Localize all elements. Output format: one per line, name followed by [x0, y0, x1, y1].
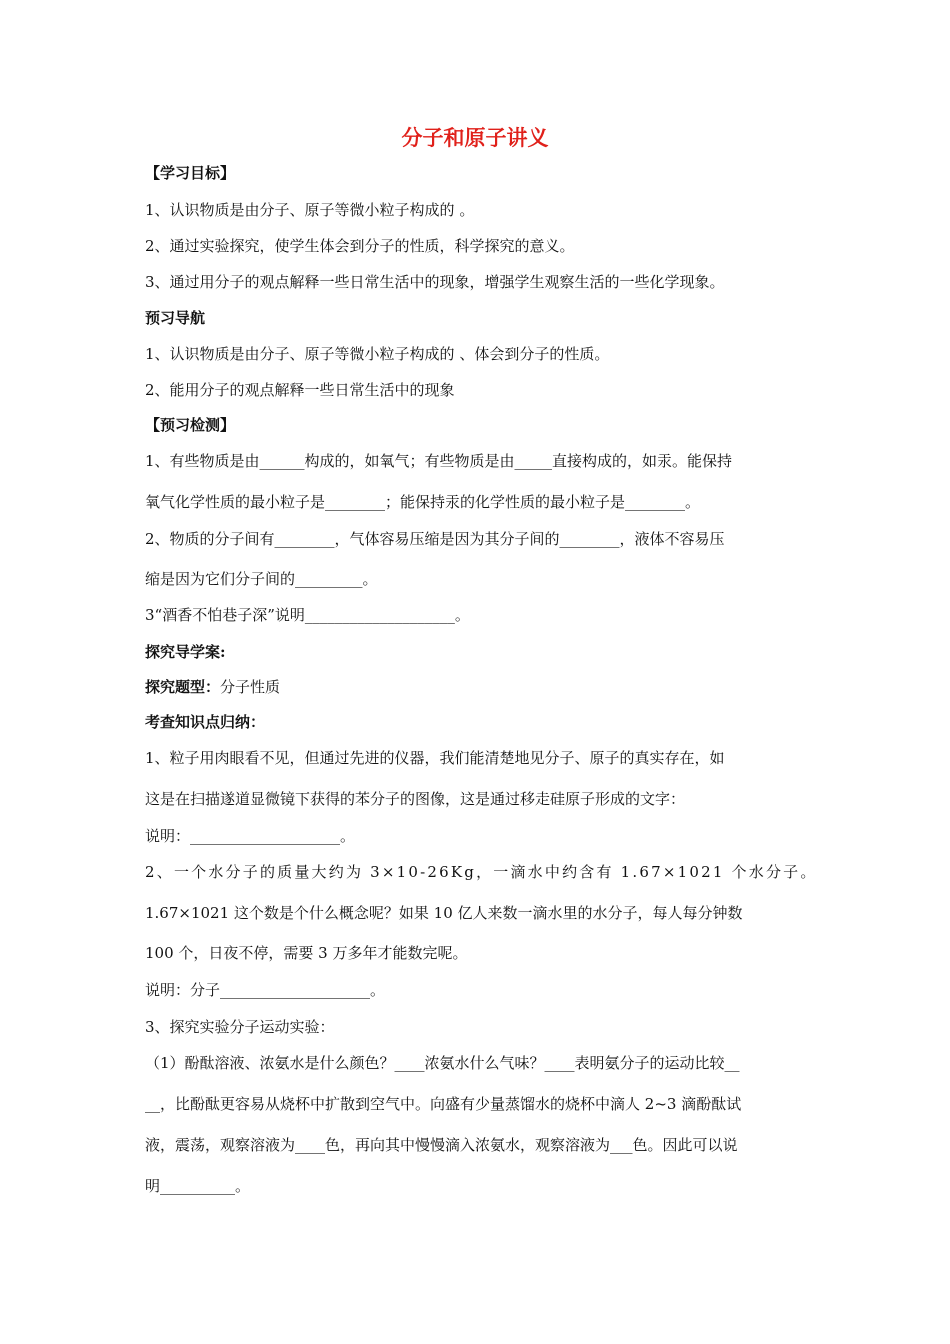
experiment-line-4: 明__________。	[145, 1177, 251, 1195]
inquiry-topic-value: 分子性质	[220, 678, 281, 696]
goal-line-3: 3、通过用分子的观点解释一些日常生活中的现象，增强学生观察生活的一些化学现象。	[145, 273, 725, 291]
check-q1-line-2: 氧气化学性质的最小粒子是________；能保持汞的化学性质的最小粒子是________。	[145, 493, 701, 511]
document-title: 分子和原子讲义	[401, 125, 549, 150]
knowledge-1-line-1: 1、粒子用肉眼看不见，但通过先进的仪器，我们能清楚地见分子、原子的真实存在，如	[145, 749, 725, 767]
goal-line-1: 1、认识物质是由分子、原子等微小粒子构成的 。	[145, 201, 475, 219]
experiment-line-2: __，比酚酞更容易从烧杯中扩散到空气中。向盛有少量蒸馏水的烧杯中滴人 2~3 滴酚酞试	[145, 1095, 742, 1113]
section-heading-preview-check: 【预习检测】	[145, 416, 236, 434]
section-heading-inquiry-plan: 探究导学案:	[145, 643, 226, 661]
knowledge-2-line-1: 2、一个水分子的质量大约为 3×10-26Kg，一滴水中约含有 1.67×1021 个水分子。	[145, 863, 818, 881]
knowledge-2-line-3: 100 个，日夜不停，需要 3 万多年才能数完呢。	[145, 944, 468, 962]
check-q2-line-2: 缩是因为它们分子间的_________。	[145, 570, 378, 588]
preview-line-2: 2、能用分子的观点解释一些日常生活中的现象	[145, 381, 455, 399]
experiment-line-3: 液，震荡，观察溶液为____色，再向其中慢慢滴入浓氨水，观察溶液为___色。因此可以说	[145, 1136, 738, 1154]
section-heading-preview-guide: 预习导航	[145, 309, 206, 327]
section-heading-learning-goals: 【学习目标】	[145, 164, 236, 182]
preview-line-1: 1、认识物质是由分子、原子等微小粒子构成的 、体会到分子的性质。	[145, 345, 610, 363]
knowledge-2-line-2: 1.67×1021 这个数是个什么概念呢？如果 10 亿人来数一滴水里的水分子，每人每分钟数	[145, 904, 743, 922]
inquiry-topic-line	[145, 677, 280, 697]
knowledge-2-note: 说明：分子____________________。	[145, 981, 386, 999]
goal-line-2: 2、通过实验探究，使学生体会到分子的性质，科学探究的意义。	[145, 237, 575, 255]
check-q1-line-1: 1、有些物质是由______构成的，如氧气；有些物质是由_____直接构成的，如汞。能保持	[145, 452, 733, 470]
knowledge-1-note: 说明：____________________。	[145, 827, 356, 845]
knowledge-3-heading: 3、探究实验分子运动实验：	[145, 1018, 335, 1036]
check-q2-line-1: 2、物质的分子间有________，气体容易压缩是因为其分子间的________，液体不容易压	[145, 530, 725, 548]
check-q3-line: 3“酒香不怕巷子深”说明____________________。	[145, 606, 470, 624]
inquiry-topic-label: 探究题型：	[145, 678, 221, 696]
knowledge-1-line-2: 这是在扫描遂道显微镜下获得的苯分子的图像，这是通过移走硅原子形成的文字：	[145, 790, 686, 808]
experiment-line-1: （1）酚酞溶液、浓氨水是什么颜色？____浓氨水什么气味？____表明氨分子的运动比较__	[145, 1054, 740, 1072]
section-heading-knowledge-summary: 考查知识点归纳：	[145, 713, 266, 731]
